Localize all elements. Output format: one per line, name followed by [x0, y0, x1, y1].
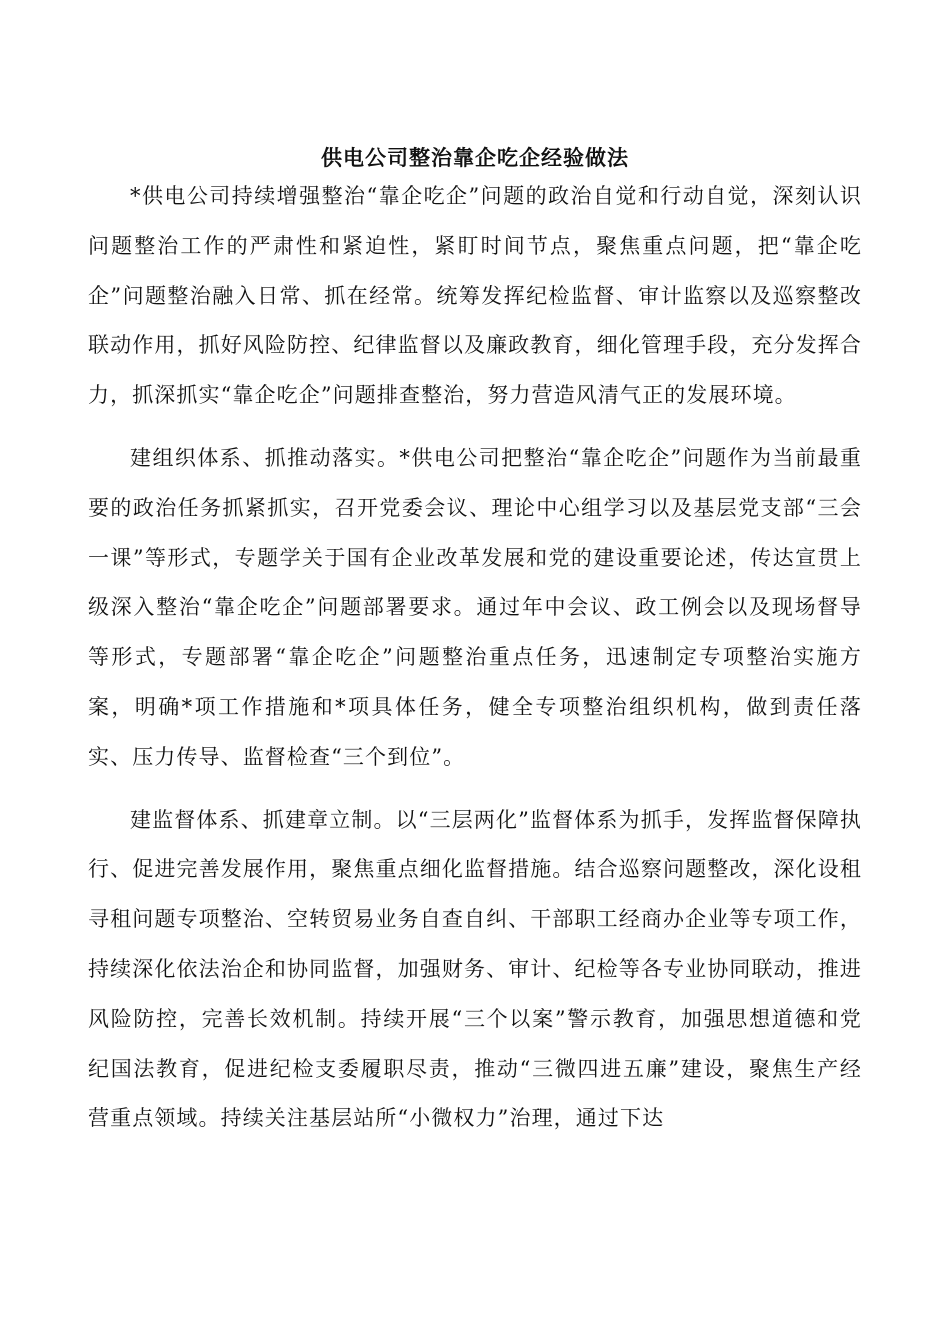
paragraph-organization-system: 建组织体系、抓推动落实。*供电公司把整治“靠企吃企”问题作为当前最重要的政治任务抓紧抓实，召开党委会议、理论中心组学习以及基层党支部“三会一课”等形式，专题学关于国有企业改革发展和党的建设重要论述，传达宣贯上级深入整治“靠企吃企”问题部署要求。通过年中会议、政工例会以及现场督导等形式，专题部署“靠企吃企”问题整治重点任务，迅速制定专项整治实施方案，明确*项工作措施和*项具体任务，健全专项整治组织机构，做到责任落实、压力传导、监督检查“三个到位”。: [88, 445, 862, 769]
paragraph-supervision-system: 建监督体系、抓建章立制。以“三层两化”监督体系为抓手，发挥监督保障执行、促进完善发展作用，聚焦重点细化监督措施。结合巡察问题整改，深化设租寻租问题专项整治、空转贸易业务自查自纠、干部职工经商办企业等专项工作，持续深化依法治企和协同监督，加强财务、审计、纪检等各专业协同联动，推进风险防控，完善长效机制。持续开展“三个以案”警示教育，加强思想道德和党纪国法教育，促进纪检支委履职尽责，推动“三微四进五廉”建设，聚焦生产经营重点领域。持续关注基层站所“小微权力”治理，通过下达: [88, 807, 862, 1131]
paragraph-intro: *供电公司持续增强整治“靠企吃企”问题的政治自觉和行动自觉，深刻认识问题整治工作的严肃性和紧迫性，紧盯时间节点，聚焦重点问题，把“靠企吃企”问题整治融入日常、抓在经常。统筹发挥纪检监督、审计监察以及巡察整改联动作用，抓好风险防控、纪律监督以及廉政教育，细化管理手段，充分发挥合力，抓深抓实“靠企吃企”问题排查整治，努力营造风清气正的发展环境。: [88, 184, 862, 408]
document-title: 供电公司整治靠企吃企经验做法: [321, 145, 629, 170]
document-body: [88, 172, 862, 1144]
